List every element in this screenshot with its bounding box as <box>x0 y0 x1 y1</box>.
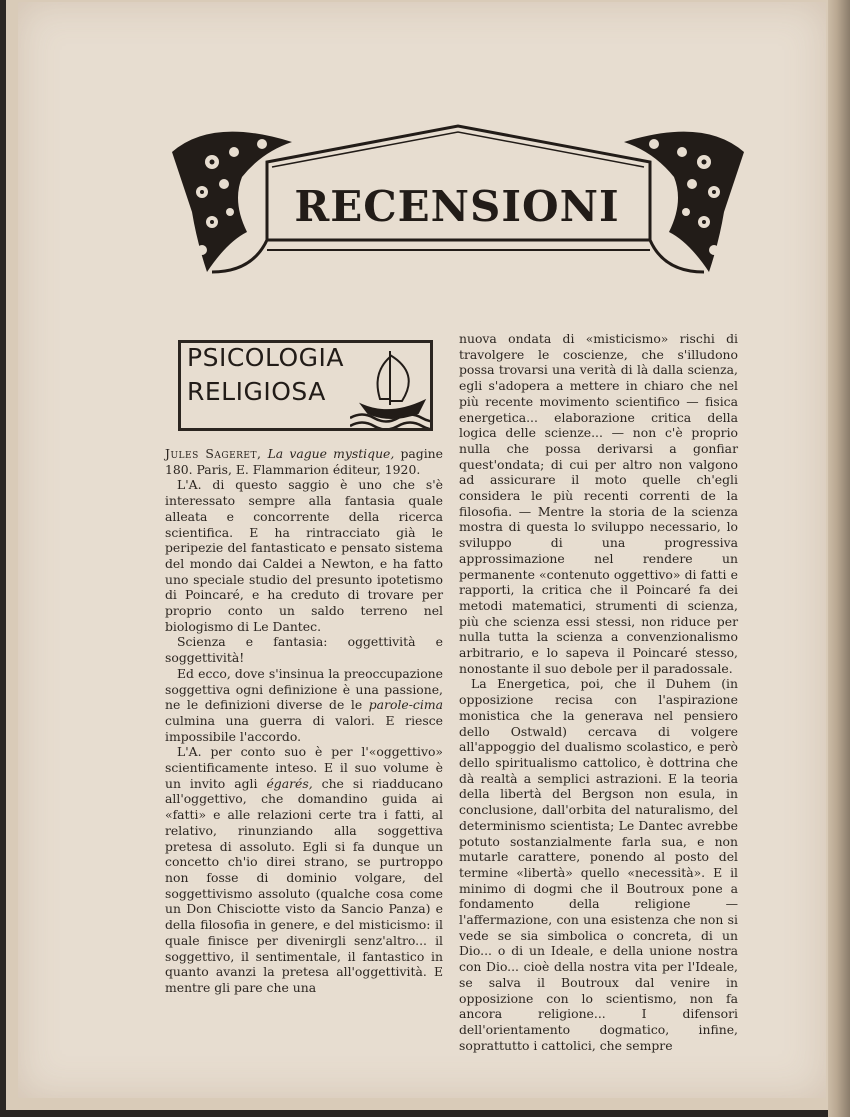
header-banner <box>172 122 744 287</box>
section-title-line-1: PSICOLOGIA <box>187 343 345 372</box>
emphasized-term: parole-cima <box>368 697 443 713</box>
paragraph <box>165 666 443 745</box>
paragraph <box>165 744 443 995</box>
section-title-line-2: RELIGIOSA <box>187 377 326 406</box>
paragraph: L'A. di questo saggio è uno che s'è interessato sempre alla fantasia quale alleata e concorrente della ricerca scientifica. E ha rintracciato già le peripezie del fantasticato e pensato sistema del mondo dai Caldei a Newton, e ha fatto uno speciale studio del presunto ipotetismo di Poincaré, e ha creduto di trovare per proprio conto un saldo terreno nel biologismo di Le Dantec. <box>165 477 443 634</box>
page-title: RECENSIONI <box>294 182 620 231</box>
citation-author: Jules Sageret, <box>165 446 262 461</box>
section-heading-box <box>178 340 433 431</box>
citation-details: pagine 180. Paris, E. Flammarion éditeur, 1920. <box>165 446 443 477</box>
paragraph-text: L'A. per conto suo è per l'«oggettivo» scientificamente inteso. E il suo volume è un invito agli <box>165 744 443 791</box>
citation-title: La vague mystique, <box>267 446 395 461</box>
paragraph-text: Ed ecco, dove s'insinua la preoccupazione soggettiva ogni definizione è una passione, ne le definizioni diverse de le <box>165 665 443 713</box>
paragraph-text: che si riadducano all'oggettivo, che domandino guida ai «fatti» e alle relazioni certe tra i fatti, al relativo, rinunziando alla soggettiva pretesa di assoluto. Egli si fa dunque un concetto ch'io direi strano, se purtroppo non fosse di dominio volgare, del soggettivismo assoluto (qualche cosa come un Don Chisciotte visto da Sancio Panza) e della filosofia in genere, e del misticismo: il quale finisce per divenirgli senz'altro... il soggettivo, il sentimentale, il fantastico in quanto avanzi la pretesa all'oggettività. E mentre gli pare che una <box>165 775 443 995</box>
right-column <box>459 331 738 1053</box>
paragraph: nuova ondata di «misticismo» rischi di travolgere le coscienze, che s'illudono possa trovarsi una verità di là dalla scienza, egli s'adopera a mettere in chiaro che nel più recente movimento scientifico — fisica energetica... elaborazione critica della logica delle scienze... — non c'è proprio nulla che possa derivarsi a gonfiar quest'ondata; di cui per altro non valgono ad assicurare il moto quelle ch'egli considera le più recenti correnti de la filosofia. — Mentre la storia de la scienza mostra di questa lo sviluppo necessario, lo sviluppo di una progressiva approssimazione nel rendere un permanente «contenuto oggettivo» di fatti e rapporti, la critica che il Poincaré fa dei metodi matematici, strumenti di scienza, più che scienza essi stessi, non riduce per nulla tutta la scienza a convenzionalismo arbitrario, e lo sapeva il Poincaré stesso, nonostante il suo debole per il paradossale. <box>459 331 738 676</box>
paragraph: Scienza e fantasia: oggettività e soggettività! <box>165 634 443 666</box>
paragraph-text: culmina una guerra di valori. E riesce impossibile l'accordo. <box>165 712 443 744</box>
emphasized-term: égarés, <box>266 775 313 791</box>
left-column <box>165 446 443 996</box>
paragraph: La Energetica, poi, che il Duhem (in opposizione recisa con l'aspirazione monistica che la generava nel pensiero dello Ostwald) cercava di volgere all'appoggio del dualismo scolastico, e però dello spiritualismo cattolico, è dottrina che dà realtà a semplici astrazioni. E la teoria della libertà del Bergson non esula, in conclusione, dall'orbita del naturalismo, del determinismo scientista; Le Dantec avrebbe potuto sostanzialmente farla sua, e non mutarle carattere, ponendo al posto del termine «libertà» quello «necessità». E il minimo di dogmi che il Boutroux pone a fondamento della religione — l'affermazione, con una esistenza che non si vede se sia simbolica o concreta, di un Dio... o di un Ideale, e della unione nostra con Dio... cioè della nostra vita per l'Ideale, se salva il Boutroux dal venire in opposizione con lo scientismo, non fa ancora religione... I difensori dell'orientamento dogmatico, infine, soprattutto i cattolici, che sempre <box>459 676 738 1053</box>
book-citation <box>165 446 443 477</box>
page-edge <box>828 0 850 1117</box>
ship-icon <box>350 343 430 428</box>
